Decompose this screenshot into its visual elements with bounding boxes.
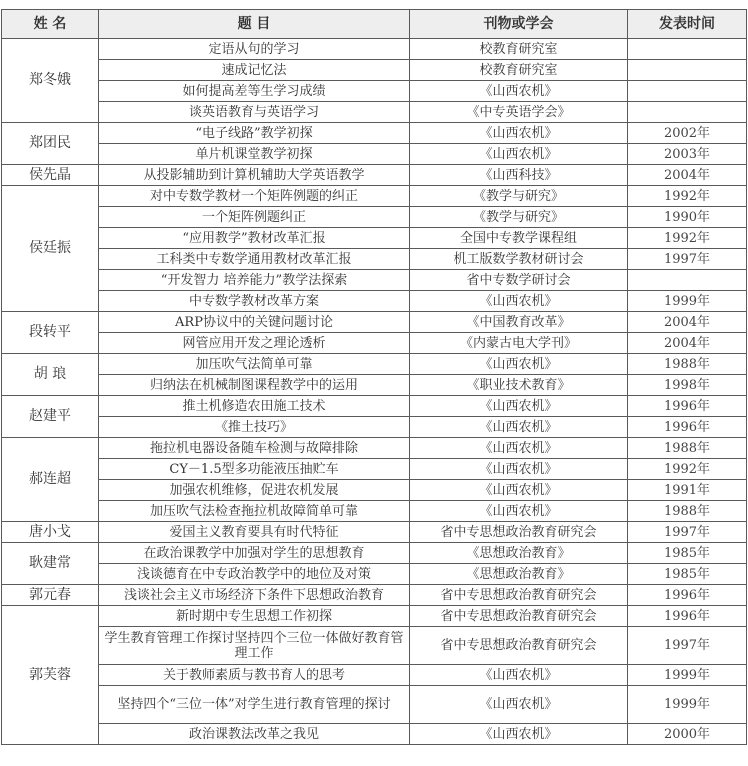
- journal: 《山西农机》: [410, 686, 628, 724]
- publish-date: 1988年: [628, 354, 747, 375]
- table-row: [2, 627, 747, 665]
- table-row: [2, 375, 747, 396]
- header-row: [2, 10, 747, 39]
- journal: 《山西农机》: [410, 724, 628, 745]
- journal: 《内蒙古电大学刊》: [410, 333, 628, 354]
- table-row: [2, 81, 747, 102]
- paper-title: 《推土技巧》: [99, 417, 410, 438]
- table-row: [2, 207, 747, 228]
- publish-date: [628, 39, 747, 60]
- paper-title: 中专数学教材改革方案: [99, 291, 410, 312]
- journal: 《山西农机》: [410, 480, 628, 501]
- paper-title: 加压吹气法检查拖拉机故障简单可靠: [99, 501, 410, 522]
- author-name: 侯廷振: [2, 186, 99, 312]
- paper-title: 关于教师素质与教书育人的思考: [99, 665, 410, 686]
- paper-title: 在政治课教学中加强对学生的思想教育: [99, 543, 410, 564]
- publish-date: 1992年: [628, 228, 747, 249]
- table-row: [2, 396, 747, 417]
- paper-title: 归纳法在机械制图课程教学中的运用: [99, 375, 410, 396]
- paper-title: 推土机修造农田施工技术: [99, 396, 410, 417]
- author-name: 胡 琅: [2, 354, 99, 396]
- paper-title: ARP协议中的关键问题讨论: [99, 312, 410, 333]
- journal: 《山西农机》: [410, 438, 628, 459]
- paper-title: 工科类中专数学通用教材改革汇报: [99, 249, 410, 270]
- table-row: [2, 480, 747, 501]
- table-row: [2, 249, 747, 270]
- author-name: 郑团民: [2, 123, 99, 165]
- journal: 《职业技术教育》: [410, 375, 628, 396]
- publish-date: [628, 102, 747, 123]
- table-row: [2, 686, 747, 724]
- publish-date: 2000年: [628, 724, 747, 745]
- author-name: 郑冬娥: [2, 39, 99, 123]
- publish-date: 1996年: [628, 585, 747, 606]
- journal: 全国中专教学课程组: [410, 228, 628, 249]
- publish-date: 1997年: [628, 249, 747, 270]
- table-row: [2, 724, 747, 745]
- publish-date: 1985年: [628, 543, 747, 564]
- table-row: [2, 165, 747, 186]
- journal: 省中专思想政治教育研究会: [410, 627, 628, 665]
- paper-title: 政治课教法改革之我见: [99, 724, 410, 745]
- paper-title: 拖拉机电器设备随车检测与故障排除: [99, 438, 410, 459]
- publish-date: 1997年: [628, 627, 747, 665]
- header-date: 发表时间: [628, 10, 747, 39]
- journal: 《思想政治教育》: [410, 543, 628, 564]
- paper-title: 新时期中专生思想工作初探: [99, 606, 410, 627]
- publish-date: [628, 81, 747, 102]
- publish-date: [628, 60, 747, 81]
- journal: 《山西科技》: [410, 165, 628, 186]
- publish-date: 1985年: [628, 564, 747, 585]
- publish-date: 1992年: [628, 186, 747, 207]
- table-row: [2, 291, 747, 312]
- table-row: [2, 501, 747, 522]
- table-row: [2, 102, 747, 123]
- publish-date: 2004年: [628, 312, 747, 333]
- publish-date: 1991年: [628, 480, 747, 501]
- paper-title: 谈英语教育与英语学习: [99, 102, 410, 123]
- table-row: [2, 522, 747, 543]
- paper-title: 爱国主义教育要具有时代特征: [99, 522, 410, 543]
- publish-date: 2002年: [628, 123, 747, 144]
- author-name: 赵建平: [2, 396, 99, 438]
- journal: 《山西农机》: [410, 459, 628, 480]
- journal: 《山西农机》: [410, 396, 628, 417]
- table-row: [2, 39, 747, 60]
- table-row: [2, 606, 747, 627]
- header-name: 姓 名: [2, 10, 99, 39]
- author-name: 郝连超: [2, 438, 99, 522]
- table-row: [2, 354, 747, 375]
- paper-title: “应用教学”教材改革汇报: [99, 228, 410, 249]
- publish-date: 1988年: [628, 501, 747, 522]
- paper-title: 加压吹气法简单可靠: [99, 354, 410, 375]
- paper-title: CY－1.5型多功能液压抽贮车: [99, 459, 410, 480]
- journal: 《教学与研究》: [410, 207, 628, 228]
- journal: 《中国教育改革》: [410, 312, 628, 333]
- paper-title: 速成记忆法: [99, 60, 410, 81]
- paper-title: 从投影辅助到计算机辅助大学英语教学: [99, 165, 410, 186]
- table-row: [2, 665, 747, 686]
- author-name: 侯先晶: [2, 165, 99, 186]
- publish-date: 1996年: [628, 606, 747, 627]
- journal: 《山西农机》: [410, 291, 628, 312]
- journal: 省中专思想政治教育研究会: [410, 606, 628, 627]
- journal: 《山西农机》: [410, 354, 628, 375]
- table-row: [2, 60, 747, 81]
- publish-date: 1996年: [628, 396, 747, 417]
- paper-title: 对中专数学教材一个矩阵例题的纠正: [99, 186, 410, 207]
- author-name: 郭芙蓉: [2, 606, 99, 745]
- paper-title: 浅谈德育在中专政治教学中的地位及对策: [99, 564, 410, 585]
- journal: 机工版数学教材研讨会: [410, 249, 628, 270]
- publish-date: 2003年: [628, 144, 747, 165]
- publish-date: 1996年: [628, 417, 747, 438]
- publish-date: 1990年: [628, 207, 747, 228]
- publish-date: 1999年: [628, 686, 747, 724]
- journal: 《山西农机》: [410, 665, 628, 686]
- journal: 《山西农机》: [410, 81, 628, 102]
- table-row: [2, 228, 747, 249]
- table-row: [2, 144, 747, 165]
- journal: 省中专数学研讨会: [410, 270, 628, 291]
- publish-date: 2004年: [628, 165, 747, 186]
- publish-date: 1997年: [628, 522, 747, 543]
- journal: 省中专思想政治教育研究会: [410, 585, 628, 606]
- paper-title: 网管应用开发之理论透析: [99, 333, 410, 354]
- paper-title: “电子线路”教学初探: [99, 123, 410, 144]
- paper-title: 浅谈社会主义市场经济下条件下思想政治教育: [99, 585, 410, 606]
- header-journal: 刊物或学会: [410, 10, 628, 39]
- journal: 校教育研究室: [410, 39, 628, 60]
- journal: 《山西农机》: [410, 144, 628, 165]
- journal: 《山西农机》: [410, 501, 628, 522]
- publish-date: 2004年: [628, 333, 747, 354]
- table-row: [2, 438, 747, 459]
- journal: 《教学与研究》: [410, 186, 628, 207]
- paper-title: 定语从句的学习: [99, 39, 410, 60]
- publish-date: 1988年: [628, 438, 747, 459]
- table-row: [2, 564, 747, 585]
- paper-title: 学生教育管理工作探讨坚持四个三位一体做好教育管理工作: [99, 627, 410, 665]
- publish-date: [628, 270, 747, 291]
- table-row: [2, 270, 747, 291]
- journal: 省中专思想政治教育研究会: [410, 522, 628, 543]
- publish-date: 1998年: [628, 375, 747, 396]
- paper-title: 加强农机维修，促进农机发展: [99, 480, 410, 501]
- header-title: 题 目: [99, 10, 410, 39]
- paper-title: 单片机课堂教学初探: [99, 144, 410, 165]
- table-row: [2, 417, 747, 438]
- journal: 校教育研究室: [410, 60, 628, 81]
- publish-date: 1999年: [628, 665, 747, 686]
- table-row: [2, 585, 747, 606]
- paper-title: 一个矩阵例题纠正: [99, 207, 410, 228]
- table-body: [2, 39, 747, 745]
- table-row: [2, 459, 747, 480]
- table-row: [2, 186, 747, 207]
- journal: 《山西农机》: [410, 123, 628, 144]
- table-row: [2, 543, 747, 564]
- table-row: [2, 123, 747, 144]
- journal: 《中专英语学会》: [410, 102, 628, 123]
- paper-title: “开发智力 培养能力”教学法探索: [99, 270, 410, 291]
- publications-table: [1, 9, 747, 745]
- table-row: [2, 333, 747, 354]
- journal: 《山西农机》: [410, 417, 628, 438]
- publish-date: 1992年: [628, 459, 747, 480]
- table-row: [2, 312, 747, 333]
- author-name: 唐小戈: [2, 522, 99, 543]
- author-name: 郭元春: [2, 585, 99, 606]
- publish-date: 1999年: [628, 291, 747, 312]
- paper-title: 坚持四个“三位一体”对学生进行教育管理的探讨: [99, 686, 410, 724]
- author-name: 段转平: [2, 312, 99, 354]
- journal: 《思想政治教育》: [410, 564, 628, 585]
- author-name: 耿建常: [2, 543, 99, 585]
- paper-title: 如何提高差等生学习成绩: [99, 81, 410, 102]
